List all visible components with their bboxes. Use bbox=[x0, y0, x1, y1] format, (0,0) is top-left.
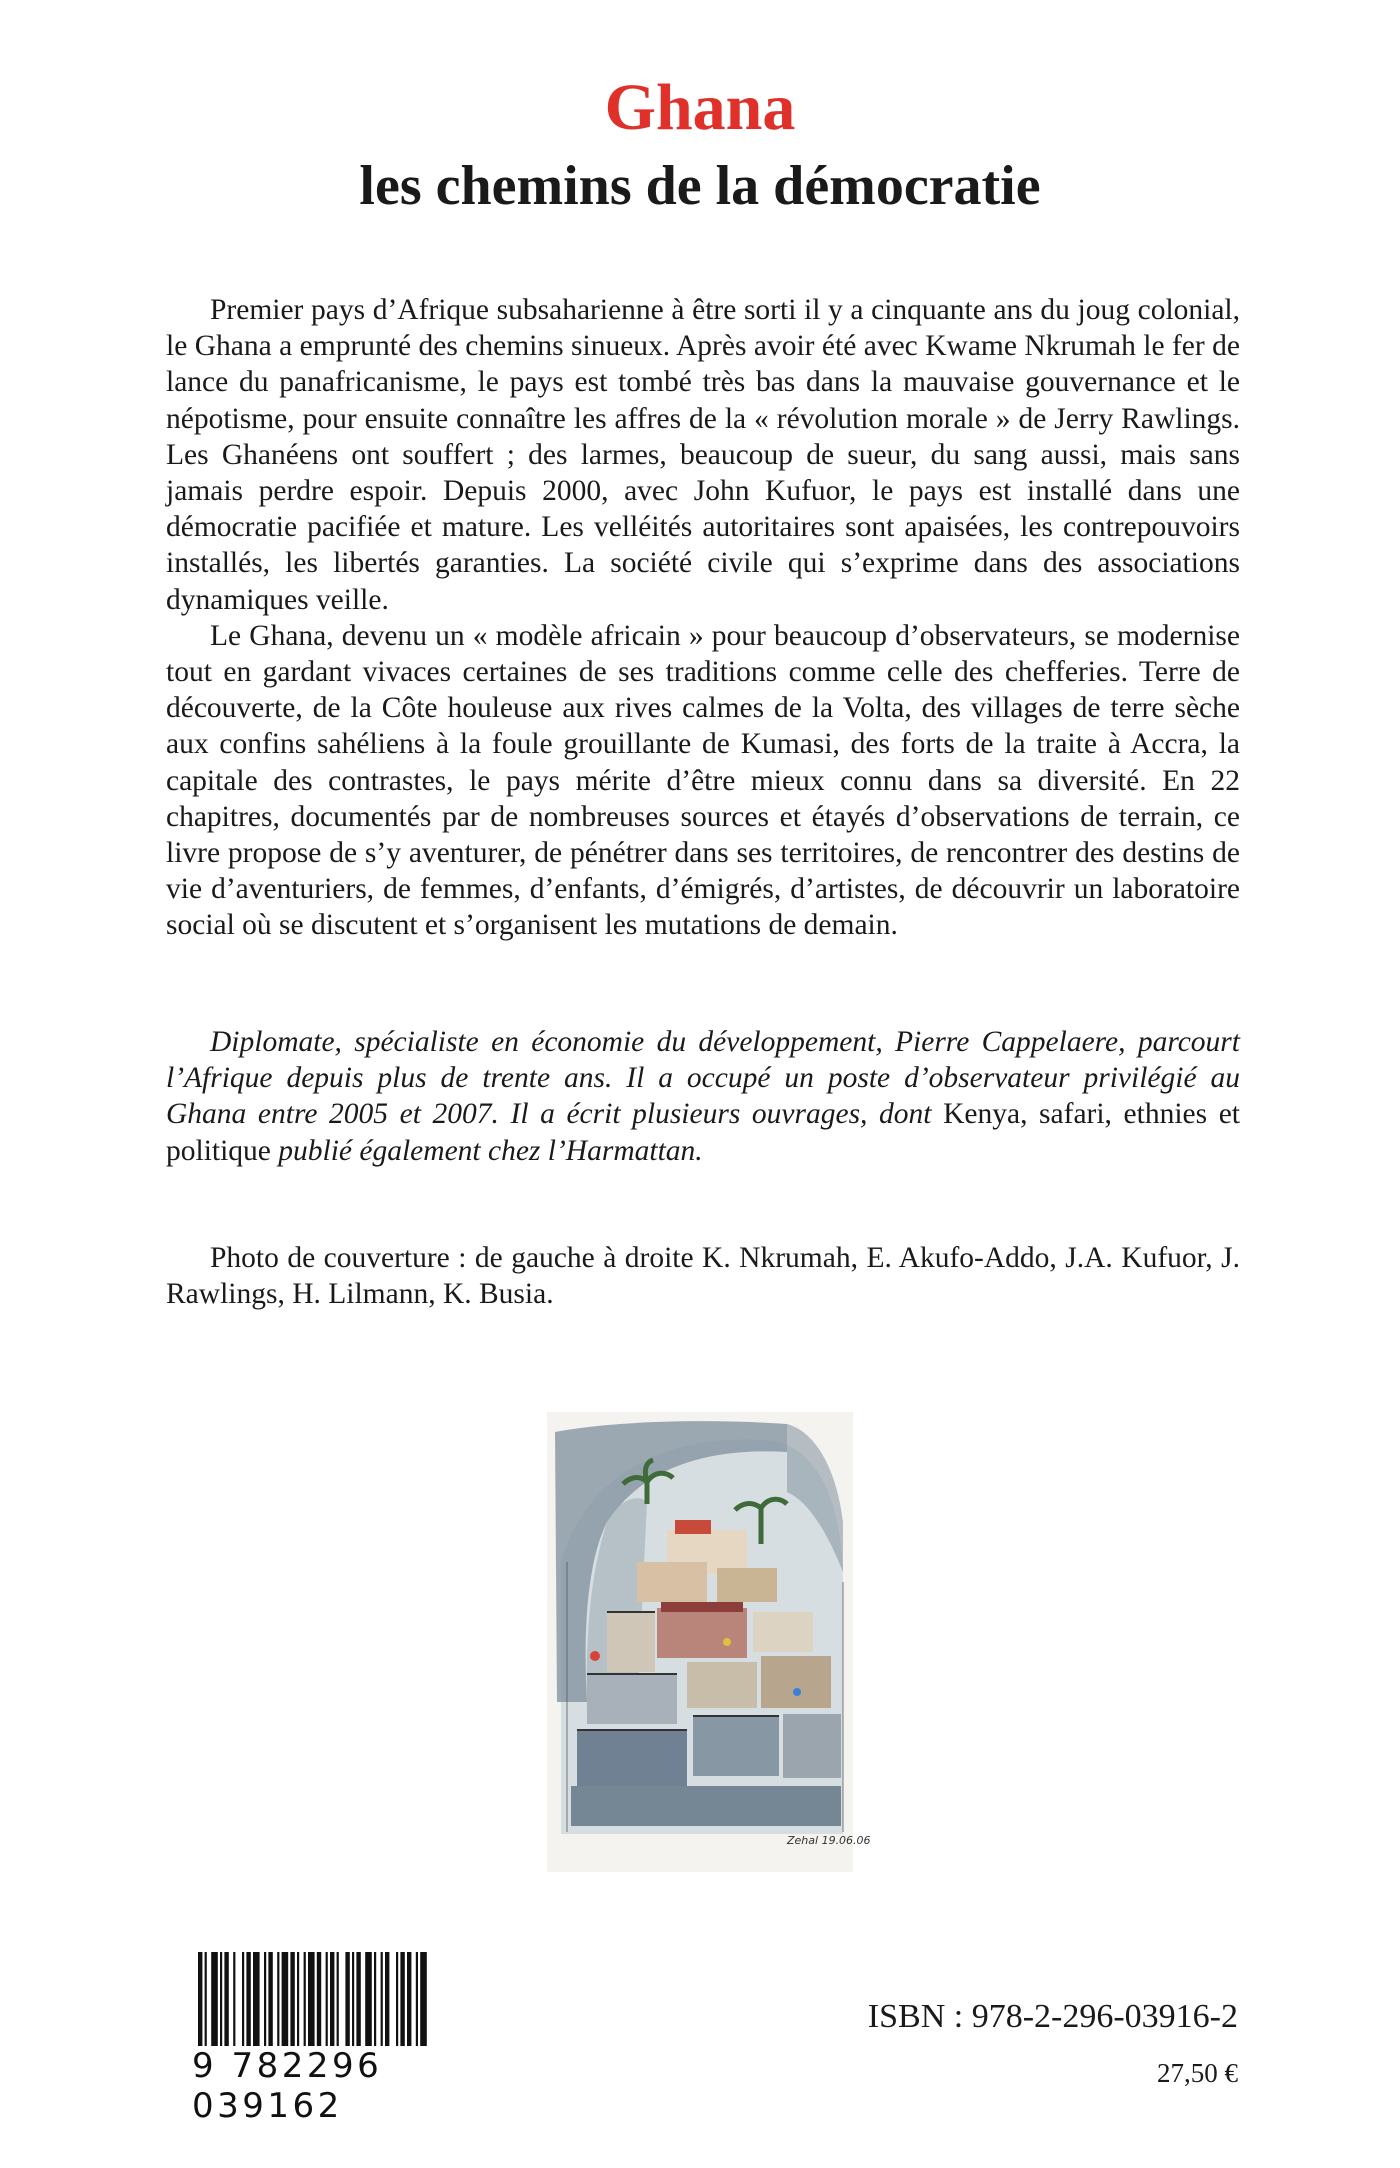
photo-credit-text: Photo de couverture : de gauche à droite K. Nkrumah, E. Akufo-Addo, J.A. Kufuor, J. Rawlings, H. Lilmann, K. Busia. bbox=[166, 1242, 1240, 1311]
isbn-number: ISBN : 978-2-296-03916-2 bbox=[867, 1998, 1238, 2035]
book-title: Ghana bbox=[604, 71, 796, 144]
blurb-paragraph-1: Premier pays d’Afrique subsaharienne à être sorti il y a cinquante ans du joug colonial, le Ghana a emprunté des chemins sinueux. Après avoir été avec Kwame Nkrumah le fer de lance du panafricanisme, le pays est tombé très bas dans la mauvaise gouvernance et le népotisme, pour ensuite connaître les affres de la « révolution morale » de Jerry Rawlings. Les Ghanéens ont souffert ; des larmes, beaucoup de sueur, du sang aussi, mais sans jamais perdre espoir. Depuis 2000, avec John Kufuor, le pays est installé dans une démocratie pacifiée et mature. Les velléités autoritaires sont apaisées, les contrepouvoirs installés, les libertés garanties. La société civile qui s’exprime dans des associations dynamiques veille. bbox=[166, 294, 1240, 616]
painting-signature: Zehal 19.06.06 bbox=[787, 1834, 871, 1847]
barcode-digits: 9 782296 039162 bbox=[192, 2046, 506, 2126]
author-bio-text: Diplomate, spécialiste en économie du développement, Pierre Cappelaere, parcourt l’Afrique depuis plus de trente ans. Il a occupé un poste d’observateur privilégié au Ghana entre 2005 et 2007. Il a écrit plusieurs ouvrages, dont bbox=[166, 1026, 1240, 1131]
author-bio-publisher: publié également chez l’Harmattan. bbox=[270, 1134, 703, 1167]
author-bio bbox=[166, 1024, 1240, 1169]
blurb-paragraph-2: Le Ghana, devenu un « modèle africain » pour beaucoup d’observateurs, se modernise tout en gardant vivaces certaines de ses traditions comme celle des chefferies. Terre de découverte, de la Côte houleuse aux rives calmes de la Volta, des villages de terre sèche aux confins sahéliens à la foule grouillante de Kumasi, des forts de la traite à Accra, la capitale des contrastes, le pays mérite d’être mieux connu dans sa diversité. En 22 chapitres, documentés par de nombreuses sources et étayés d’observations de terrain, ce livre propose de s’y aventurer, de pénétrer dans ses territoires, de rencontrer des destins de vie d’aventuriers, de femmes, d’enfants, d’émigrés, d’artistes, de découvrir un laboratoire social où se discutent et s’organisent les mutations de demain. bbox=[166, 619, 1240, 942]
author-book-title: Kenya, safari, ethnies et politique bbox=[166, 1098, 1240, 1167]
book-subtitle: les chemins de la démocratie bbox=[359, 155, 1041, 217]
watercolor-painting bbox=[547, 1412, 871, 1872]
photo-credit bbox=[166, 1240, 1240, 1312]
book-price: 27,50 € bbox=[1157, 2058, 1238, 2088]
blurb-text bbox=[166, 292, 1240, 944]
